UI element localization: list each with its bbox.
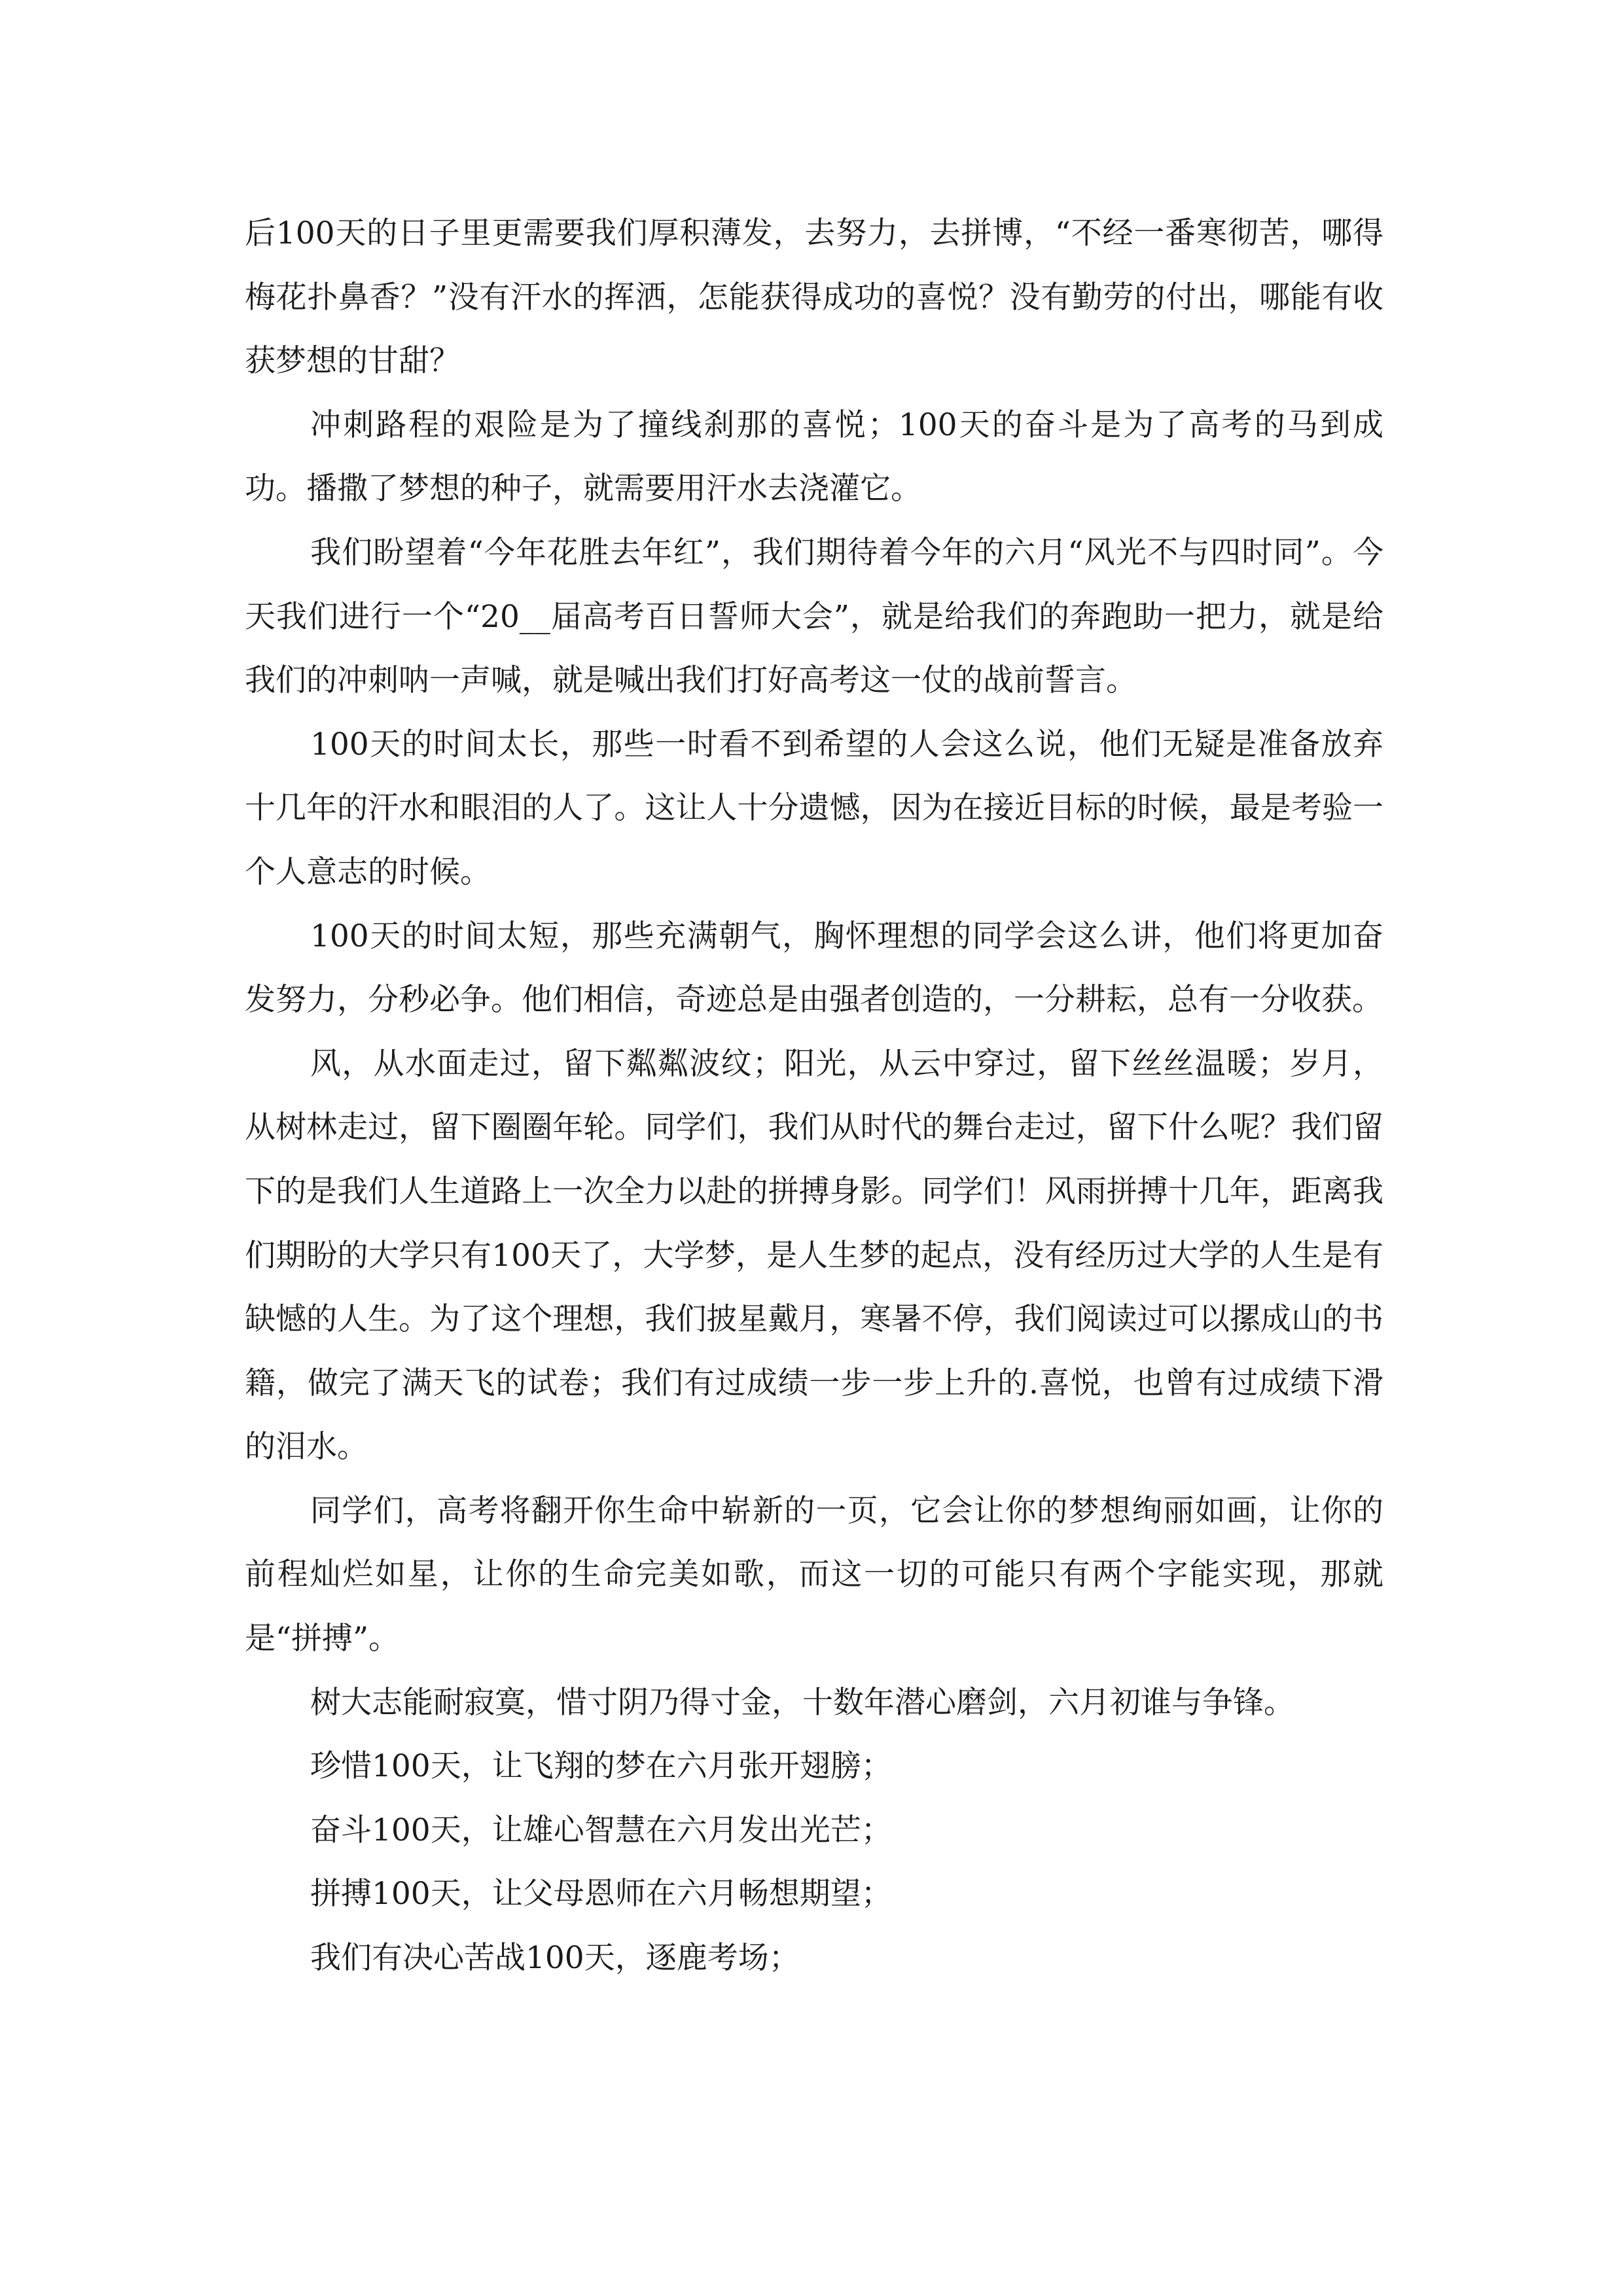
paragraph: 我们有决心苦战100天，逐鹿考场； [310,1940,800,1977]
paragraph: 100天的时间太长，那些一时看不到希望的人会这么说，他们无疑是准备放弃十几年的汗水和眼泪的人了。这让人十分遗憾，因为在接近目标的时候，最是考验一个人意志的时候。 [245,726,1383,890]
paragraph: 珍惜100天，让飞翔的梦在六月张开翅膀； [310,1748,892,1785]
paragraph: 拼搏100天，让父母恩师在六月畅想期望； [310,1876,892,1912]
document-body [245,202,1383,1990]
paragraph: 我们盼望着“今年花胜去年红”，我们期待着今年的六月“风光不与四时同”。今天我们进行一个“20__届高考百日誓师大会”，就是给我们的奔跑助一把力，就是给我们的冲刺呐一声喊，就是喊出我们打好高考这一仗的战前誓言。 [245,534,1383,699]
paragraph: 冲刺路程的艰险是为了撞线刹那的喜悦；100天的奋斗是为了高考的马到成功。播撒了梦想的种子，就需要用汗水去浇灌它。 [245,406,1383,507]
paragraph: 100天的时间太短，那些充满朝气，胸怀理想的同学会这么讲，他们将更加奋发努力，分秒必争。他们相信，奇迹总是由强者创造的，一分耕耘，总有一分收获。 [245,918,1383,1018]
paragraph: 树大志能耐寂寞，惜寸阴乃得寸金，十数年潜心磨剑，六月初谁与争锋。 [310,1684,1294,1721]
paragraph: 奋斗100天，让雄心智慧在六月发出光芒； [310,1812,892,1848]
paragraph: 同学们，高考将翻开你生命中崭新的一页，它会让你的梦想绚丽如画，让你的前程灿烂如星，让你的生命完美如歌，而这一切的可能只有两个字能实现，那就是“拼搏”。 [245,1492,1383,1657]
paragraph-continuation: 后100天的日子里更需要我们厚积薄发，去努力，去拼博，“不经一番寒彻苦，哪得梅花扑鼻香？”没有汗水的挥洒，怎能获得成功的喜悦？没有勤劳的付出，哪能有收获梦想的甘甜？ [245,215,1383,380]
paragraph: 风，从水面走过，留下粼粼波纹；阳光，从云中穿过，留下丝丝温暖；岁月，从树林走过，留下圈圈年轮。同学们，我们从时代的舞台走过，留下什么呢？我们留下的是我们人生道路上一次全力以赴的拼搏身影。同学们！风雨拼搏十几年，距离我们期盼的大学只有100天了，大学梦，是人生梦的起点，没有经历过大学的人生是有缺憾的人生。为了这个理想，我们披星戴月，寒暑不停，我们阅读过可以摞成山的书籍，做完了满天飞的试卷；我们有过成绩一步一步上升的.喜悦，也曾有过成绩下滑的泪水。 [245,1045,1383,1465]
